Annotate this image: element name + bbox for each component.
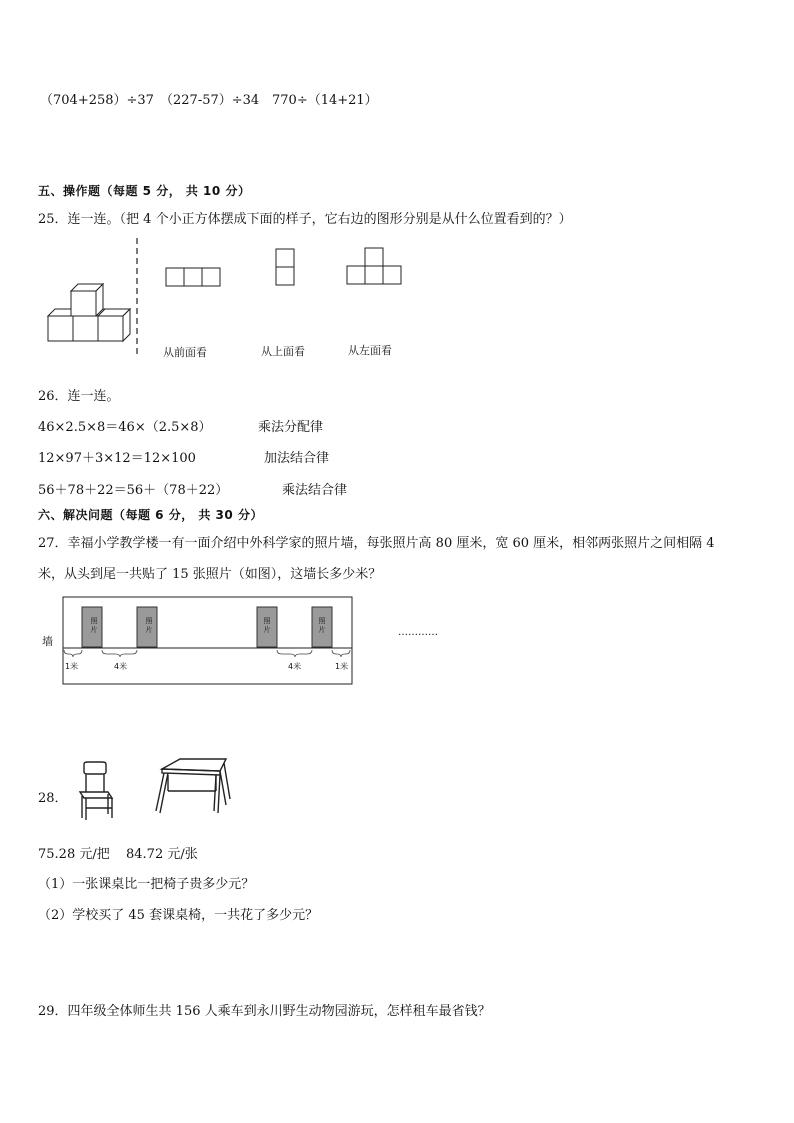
- view-label-front: 从前面看: [163, 346, 207, 359]
- question-27-line-1: 27．幸福小学教学楼一有一面介绍中外科学家的照片墙，每张照片高 80 厘米，宽 60 厘米，相邻两张照片之间相隔 4: [38, 536, 715, 551]
- desk-illustration: [154, 755, 234, 817]
- desk-price: 84.72 元/张: [126, 847, 198, 862]
- expression-2: （227-57）÷34: [160, 93, 260, 108]
- distance-4m-left: 4米: [114, 662, 128, 671]
- photo-label-4: 照 片: [318, 617, 326, 634]
- q26-expression-1: 46×2.5×8＝46×（2.5×8）: [38, 420, 212, 435]
- question-26-title: 26．连一连。: [38, 389, 120, 404]
- section-5-heading: 五、操作题（每题 5 分， 共 10 分）: [38, 184, 251, 198]
- continuation-dots: …………: [398, 627, 438, 638]
- question-29-text: 29．四年级全体师生共 156 人乘车到永川野生动物园游玩，怎样租车最省钱？: [38, 1004, 491, 1019]
- question-28-sub-1: （1）一张课桌比一把椅子贵多少元？: [38, 877, 255, 892]
- question-28-sub-2: （2）学校买了 45 套课桌椅，一共花了多少元？: [38, 908, 319, 923]
- q26-expression-2: 12×97＋3×12＝12×100: [38, 451, 196, 466]
- left-view-shape: [347, 248, 401, 284]
- question-27-line-2: 米，从头到尾一共贴了 15 张照片（如图），这墙长多少米？: [38, 567, 382, 582]
- top-view-shape: [276, 249, 294, 285]
- photo-label-2: 照 片: [145, 617, 153, 634]
- photo-label-3: 照 片: [263, 617, 271, 634]
- wall-label: 墙: [42, 635, 53, 648]
- chair-illustration: [72, 760, 122, 822]
- q26-law-2: 加法结合律: [264, 451, 330, 466]
- expression-1: （704+258）÷37: [40, 93, 154, 108]
- chair-price: 75.28 元/把: [38, 847, 110, 862]
- distance-1m-left: 1米: [65, 662, 79, 671]
- q26-law-3: 乘法结合律: [282, 483, 348, 498]
- question-28-number: 28．: [38, 791, 68, 806]
- photo-wall-diagram: [60, 596, 356, 686]
- photo-label-1: 照 片: [90, 617, 98, 634]
- distance-4m-right: 4米: [288, 662, 302, 671]
- question-25-text: 25．连一连。（把 4 个小正方体摆成下面的样子，它右边的图形分别是从什么位置看到的？）: [38, 212, 572, 227]
- cube-stack-drawing: [48, 284, 130, 341]
- distance-1m-right: 1米: [335, 662, 349, 671]
- view-label-top: 从上面看: [261, 345, 305, 358]
- front-view-shape: [166, 268, 220, 286]
- expression-3: 770÷（14+21）: [272, 93, 378, 108]
- q26-law-1: 乘法分配律: [258, 420, 324, 435]
- section-6-heading: 六、解决问题（每题 6 分， 共 30 分）: [38, 508, 263, 522]
- view-label-left: 从左面看: [348, 344, 392, 357]
- q26-expression-3: 56＋78＋22＝56＋（78＋22）: [38, 483, 229, 498]
